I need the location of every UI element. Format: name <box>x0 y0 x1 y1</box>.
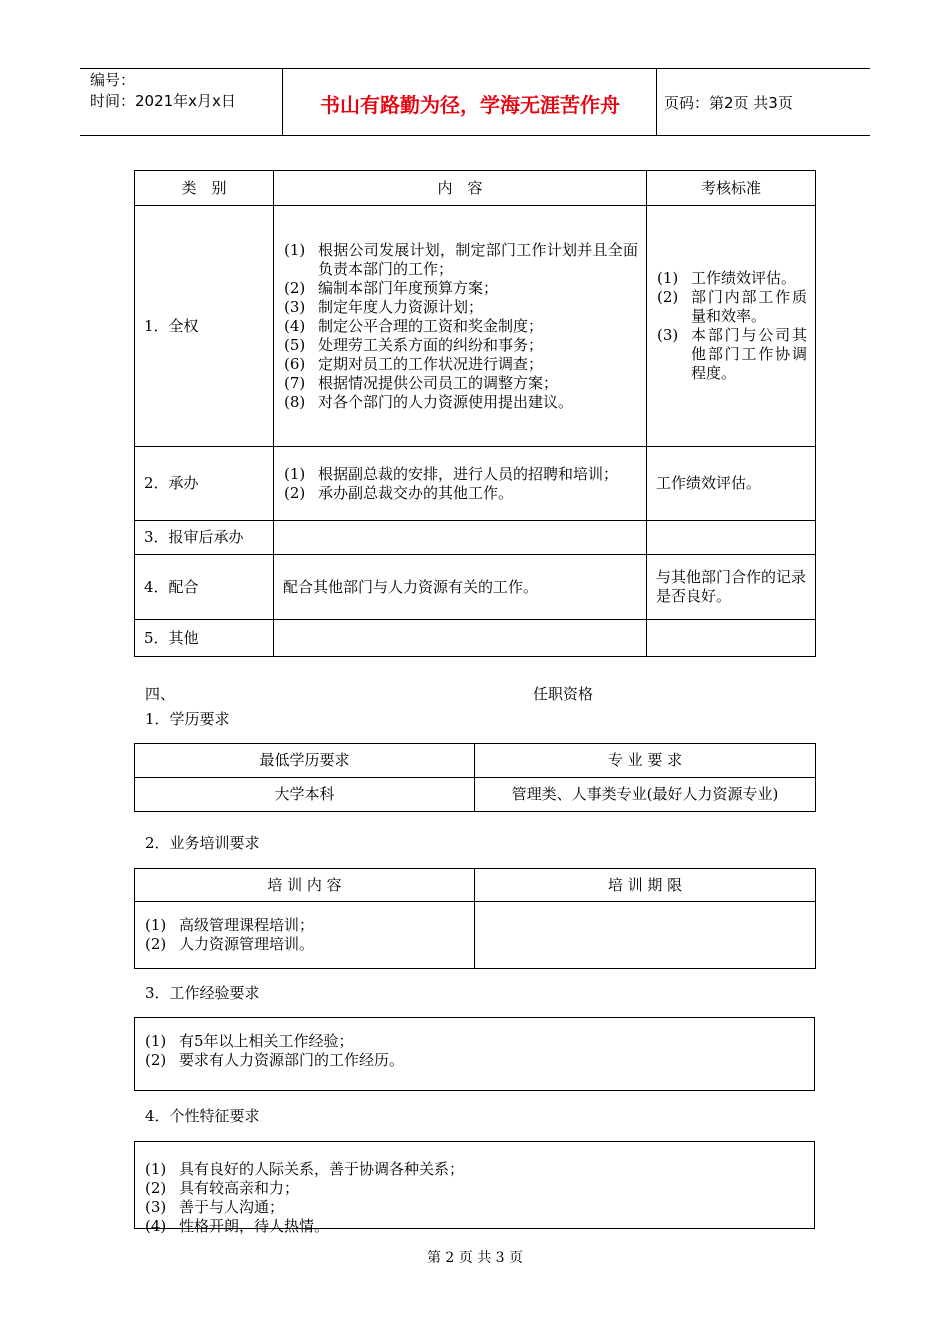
number-label: 编号： <box>90 71 136 89</box>
column-header: 培 训 内 容 <box>135 869 475 902</box>
header-meta <box>90 70 280 112</box>
training-list <box>145 916 474 954</box>
page-footer: 第 2 页 共 3 页 <box>426 1250 524 1266</box>
list-item: (4) 性格开朗，待人热情。 <box>145 1217 330 1235</box>
content-cell <box>274 447 647 521</box>
list-item: (1) 高级管理课程培训； <box>145 916 315 934</box>
header-page-info: 页码：第2页 共3页 <box>664 94 793 112</box>
table-row <box>135 555 816 620</box>
content-cell: 配合其他部门与人力资源有关的工作。 <box>274 555 647 620</box>
training-content-cell <box>135 902 475 969</box>
table-row <box>135 206 816 447</box>
experience-list <box>145 1032 804 1070</box>
header-motto: 书山有路勤为径，学海无涯苦作舟 <box>320 93 620 117</box>
duty-table <box>134 170 816 657</box>
list-item: (4) 制定公平合理的工资和奖金制度； <box>284 316 544 335</box>
list-item: (5) 处理劳工关系方面的纠纷和事务； <box>284 335 544 354</box>
standard-list <box>657 269 807 383</box>
personality-list <box>145 1160 804 1236</box>
list-item: (1) 根据公司发展计划，制定部门工作计划并且全面负责本部门的工作； <box>284 240 638 278</box>
education-table <box>134 743 816 812</box>
column-header: 最低学历要求 <box>135 744 475 778</box>
category-cell: 5．其他 <box>135 620 274 657</box>
content-list <box>284 465 638 503</box>
list-item: (2) 部门内部工作质量和效率。 <box>657 288 807 325</box>
personality-title: 4．个性特征要求 <box>145 1107 260 1125</box>
content-cell <box>274 620 647 657</box>
column-header: 类 别 <box>135 171 274 206</box>
standard-cell <box>647 521 816 555</box>
content-list <box>284 241 638 412</box>
list-item: (1) 工作绩效评估。 <box>657 269 797 287</box>
time-label: 时间：2021年x月x日 <box>90 92 236 110</box>
table-header-row <box>135 171 816 206</box>
experience-title: 3．工作经验要求 <box>145 984 260 1002</box>
list-item: (3) 制定年度人力资源计划； <box>284 297 484 316</box>
column-header: 考核标准 <box>647 171 816 206</box>
training-table <box>134 868 816 969</box>
list-item: (1) 根据副总裁的安排，进行人员的招聘和培训； <box>284 464 619 483</box>
content-cell <box>274 206 647 447</box>
list-item: (2) 要求有人力资源部门的工作经历。 <box>145 1051 405 1069</box>
training-period-cell <box>475 902 816 969</box>
standard-cell: 工作绩效评估。 <box>647 447 816 521</box>
list-item: (2) 人力资源管理培训。 <box>145 935 315 953</box>
list-item: (2) 承办副总裁交办的其他工作。 <box>284 483 514 502</box>
list-item: (6) 定期对员工的工作状况进行调查； <box>284 354 544 373</box>
category-cell: 1．全权 <box>135 206 274 447</box>
table-row <box>135 521 816 555</box>
column-header: 培 训 期 限 <box>475 869 816 902</box>
column-header: 专 业 要 求 <box>475 744 816 778</box>
table-cell: 大学本科 <box>135 778 475 812</box>
table-row <box>135 447 816 521</box>
list-item: (3) 善于与人沟通； <box>145 1198 285 1216</box>
table-row <box>135 902 816 969</box>
list-item: (2) 具有较高亲和力； <box>145 1179 300 1197</box>
list-item: (7) 根据情况提供公司员工的调整方案； <box>284 373 559 392</box>
header-divider <box>282 68 283 135</box>
section-number: 四、 <box>145 685 176 703</box>
standard-cell <box>647 620 816 657</box>
content-cell <box>274 521 647 555</box>
experience-box <box>134 1017 815 1091</box>
personality-box <box>134 1141 815 1235</box>
header-bottom-rule <box>80 135 870 136</box>
column-header: 内 容 <box>274 171 647 206</box>
table-cell: 管理类、人事类专业(最好人力资源专业) <box>475 778 816 812</box>
list-item: (1) 有5年以上相关工作经验； <box>145 1032 354 1050</box>
standard-cell: 与其他部门合作的记录是否良好。 <box>647 555 816 620</box>
education-title: 1．学历要求 <box>145 710 230 728</box>
table-header-row <box>135 869 816 902</box>
list-item: (8) 对各个部门的人力资源使用提出建议。 <box>284 392 574 411</box>
list-item: (3) 本部门与公司其他部门工作协调程度。 <box>657 326 807 382</box>
list-item: (2) 编制本部门年度预算方案； <box>284 278 499 297</box>
table-row <box>135 620 816 657</box>
category-cell: 2．承办 <box>135 447 274 521</box>
table-row <box>135 778 816 812</box>
section-title: 任职资格 <box>533 685 594 703</box>
table-header-row <box>135 744 816 778</box>
category-cell: 3．报审后承办 <box>135 521 274 555</box>
training-title: 2．业务培训要求 <box>145 834 260 852</box>
standard-cell <box>647 206 816 447</box>
category-cell: 4．配合 <box>135 555 274 620</box>
list-item: (1) 具有良好的人际关系，善于协调各种关系； <box>145 1160 465 1178</box>
header-top-rule <box>80 68 870 69</box>
header-divider <box>656 68 657 135</box>
